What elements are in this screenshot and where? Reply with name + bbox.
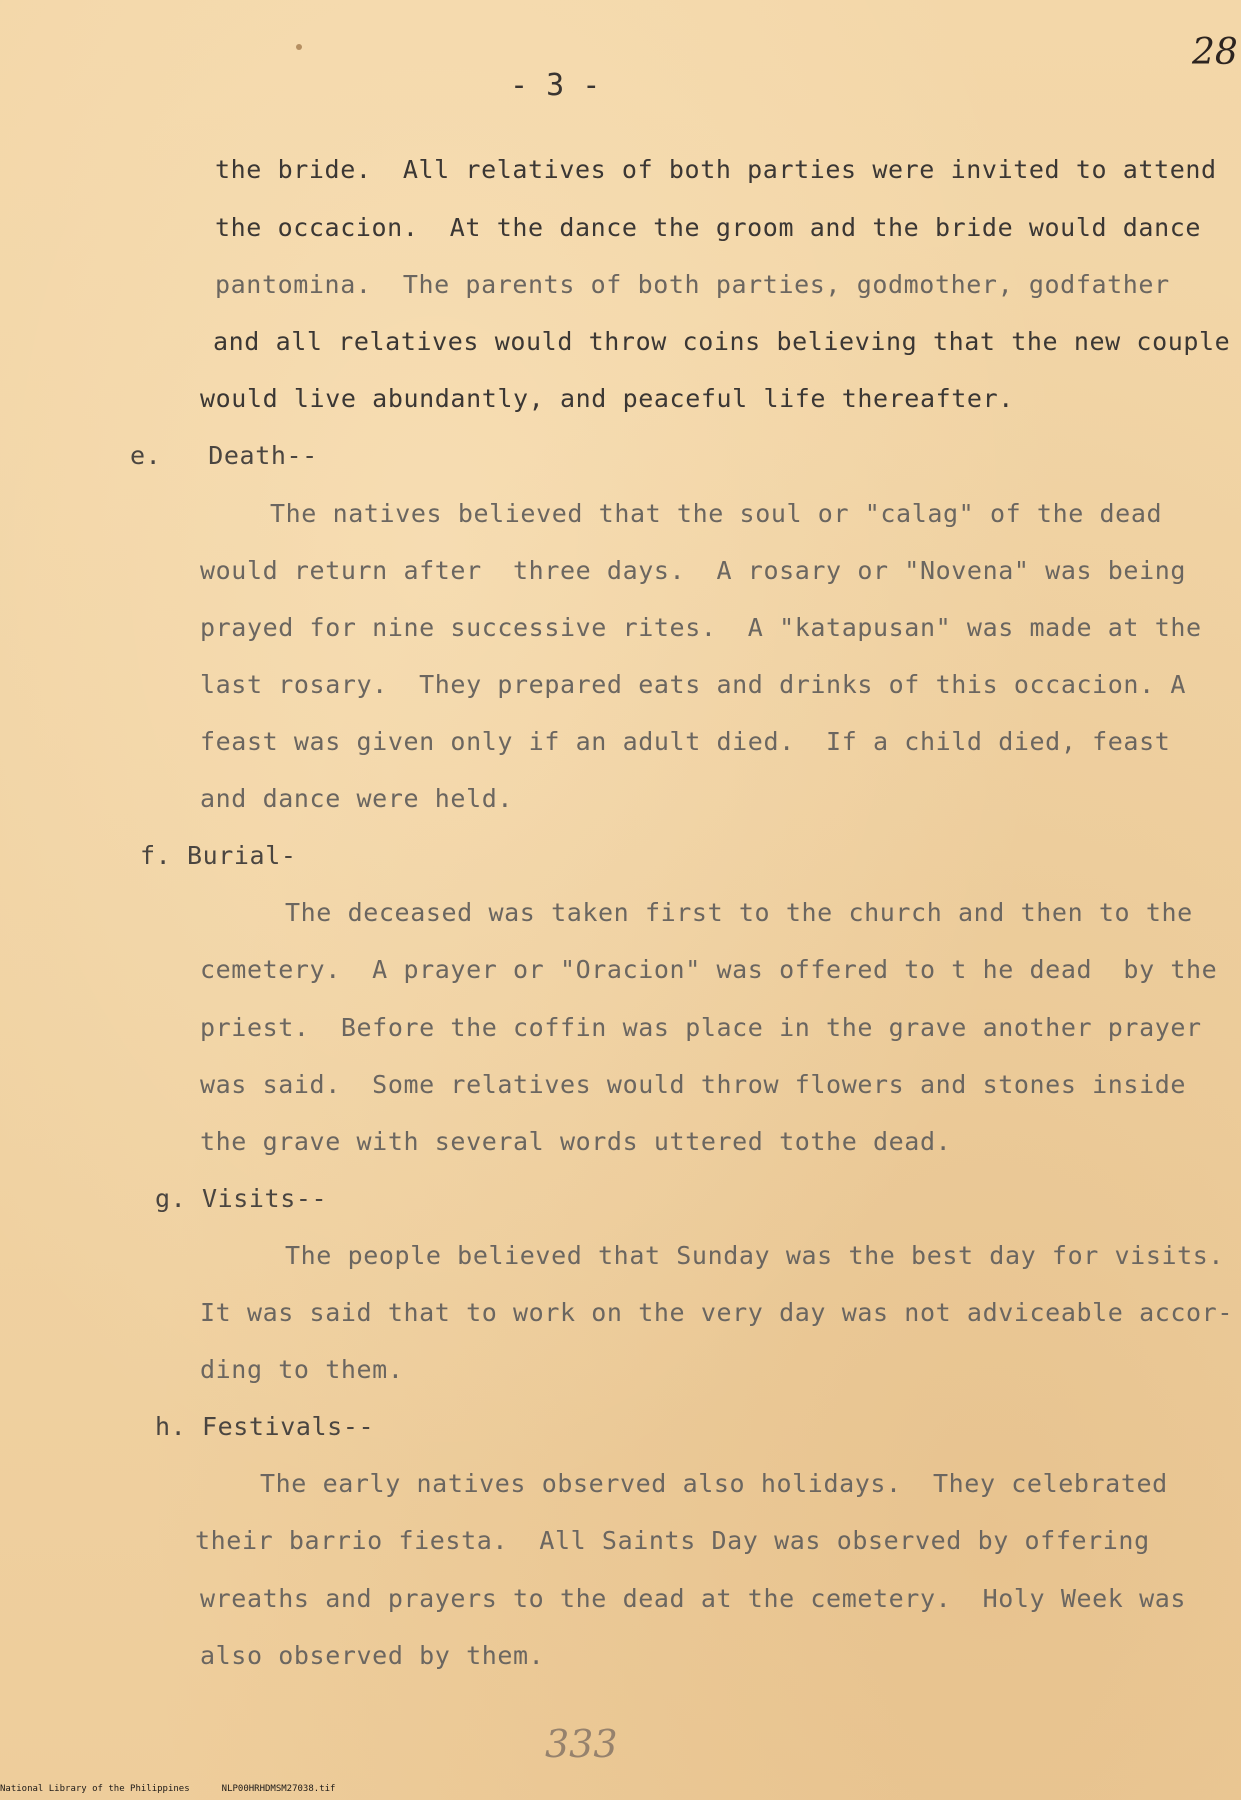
body-line: It was said that to work on the very day was not adviceable accor- <box>200 1298 1233 1327</box>
scan-footer <box>0 1784 335 1794</box>
body-line: ding to them. <box>200 1355 404 1384</box>
body-line: would return after three days. A rosary or "Novena" was being <box>200 556 1187 585</box>
page-number: - 3 - <box>510 68 601 103</box>
body-line: also observed by them. <box>200 1641 545 1670</box>
body-line: the grave with several words uttered tothe dead. <box>200 1127 952 1156</box>
body-line: their barrio fiesta. All Saints Day was observed by offering <box>195 1526 1150 1555</box>
body-line: would live abundantly, and peaceful life thereafter. <box>200 384 1014 413</box>
section-heading-death: e. Death-- <box>130 441 318 470</box>
body-line: prayed for nine successive rites. A "katapusan" was made at the <box>200 613 1202 642</box>
section-heading-burial: f. Burial- <box>140 841 297 870</box>
body-line: pantomina. The parents of both parties, godmother, godfather <box>215 270 1170 299</box>
body-line: and dance were held. <box>200 784 514 813</box>
handwritten-page-mark: 28 <box>1192 32 1238 73</box>
body-line: and all relatives would throw coins believing that the new couple <box>213 327 1231 356</box>
handwritten-stamp-number: 333 <box>545 1722 618 1766</box>
body-line: last rosary. They prepared eats and drinks of this occacion. A <box>200 670 1187 699</box>
body-line: The people believed that Sunday was the best day for visits. <box>285 1241 1225 1270</box>
body-line: The deceased was taken first to the church and then to the <box>285 898 1193 927</box>
body-line: cemetery. A prayer or "Oracion" was offered to t he dead by the <box>200 955 1218 984</box>
body-line: wreaths and prayers to the dead at the cemetery. Holy Week was <box>200 1584 1187 1613</box>
footer-file-id: NLP00HRHDMSM27038.tif <box>221 1784 336 1794</box>
footer-library: National Library of the Philippines <box>0 1784 190 1794</box>
paper-speck <box>296 44 302 50</box>
body-line: The early natives observed also holidays. They celebrated <box>260 1469 1168 1498</box>
body-line: priest. Before the coffin was place in the grave another prayer <box>200 1013 1202 1042</box>
section-heading-festivals: h. Festivals-- <box>155 1412 375 1441</box>
body-line: the bride. All relatives of both parties were invited to attend <box>215 155 1217 184</box>
body-line: was said. Some relatives would throw flowers and stones inside <box>200 1070 1187 1099</box>
body-line: The natives believed that the soul or "calag" of the dead <box>270 499 1163 528</box>
section-heading-visits: g. Visits-- <box>155 1184 328 1213</box>
body-line: the occacion. At the dance the groom and the bride would dance <box>215 213 1202 242</box>
body-line: feast was given only if an adult died. If a child died, feast <box>200 727 1171 756</box>
